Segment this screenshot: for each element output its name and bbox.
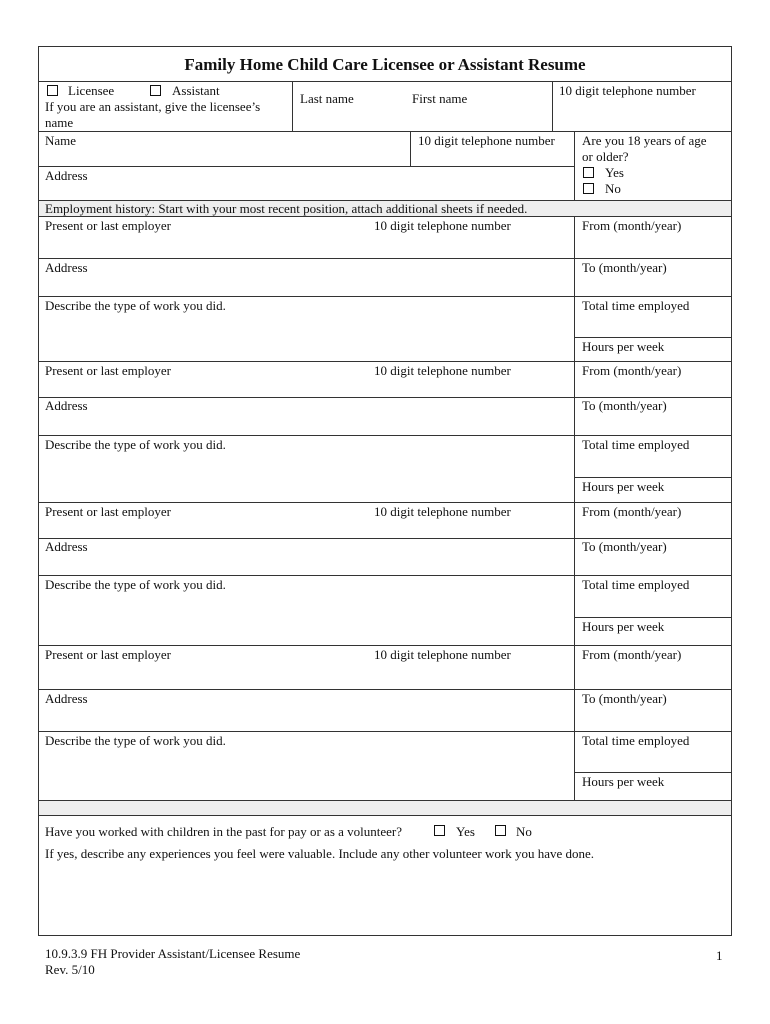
work-description-field[interactable] xyxy=(45,314,570,359)
assistant-note-continued: name xyxy=(45,115,74,130)
age-no-label: No xyxy=(605,181,621,196)
work-description-label: Describe the type of work you did. xyxy=(45,577,226,592)
employer-address-field[interactable] xyxy=(45,276,570,295)
employer-label: Present or last employer xyxy=(45,647,171,662)
from-date-label: From (month/year) xyxy=(582,647,682,662)
total-time-field[interactable] xyxy=(580,314,728,336)
employer-label: Present or last employer xyxy=(45,363,171,378)
children-experience-no-checkbox[interactable] xyxy=(495,825,506,836)
to-date-label: To (month/year) xyxy=(582,398,667,413)
employer-address-label: Address xyxy=(45,539,88,554)
employer-field[interactable] xyxy=(45,520,365,537)
children-experience-question: Have you worked with children in the past for pay or as a volunteer? xyxy=(45,824,403,839)
employer-address-label: Address xyxy=(45,691,88,706)
hours-per-week-label: Hours per week xyxy=(582,619,665,634)
age-no-checkbox[interactable] xyxy=(583,183,594,194)
section-separator-band xyxy=(39,801,731,815)
work-description-field[interactable] xyxy=(45,593,570,643)
from-date-field[interactable] xyxy=(580,234,728,256)
to-date-field[interactable] xyxy=(580,276,728,295)
assistant-checkbox[interactable] xyxy=(150,85,161,96)
from-date-label: From (month/year) xyxy=(582,218,682,233)
employer-label: Present or last employer xyxy=(45,504,171,519)
licensee-label: Licensee xyxy=(68,83,115,98)
employer-address-field[interactable] xyxy=(45,414,570,434)
employer-field[interactable] xyxy=(45,663,365,687)
to-date-field[interactable] xyxy=(580,414,728,434)
employer-telephone-field[interactable] xyxy=(372,379,570,396)
from-date-label: From (month/year) xyxy=(582,504,682,519)
to-date-field[interactable] xyxy=(580,707,728,729)
age-yes-label: Yes xyxy=(605,165,624,180)
work-description-field[interactable] xyxy=(45,749,570,799)
children-experience-yes-checkbox[interactable] xyxy=(434,825,445,836)
form-title: Family Home Child Care Licensee or Assistant Resume xyxy=(184,55,586,74)
licensee-first-name-label: First name xyxy=(412,91,468,106)
total-time-label: Total time employed xyxy=(582,733,690,748)
total-time-field[interactable] xyxy=(580,453,728,475)
employer-telephone-label: 10 digit telephone number xyxy=(374,647,511,662)
total-time-label: Total time employed xyxy=(582,577,690,592)
licensee-last-name-label: Last name xyxy=(300,91,354,106)
employer-telephone-label: 10 digit telephone number xyxy=(374,504,511,519)
age-yes-checkbox[interactable] xyxy=(583,167,594,178)
work-description-label: Describe the type of work you did. xyxy=(45,437,226,452)
licensee-checkbox[interactable] xyxy=(47,85,58,96)
employment-history-heading: Employment history: Start with your most recent position, attach additional sheets if needed. xyxy=(45,201,528,216)
page-number: 1 xyxy=(716,948,723,963)
to-date-label: To (month/year) xyxy=(582,539,667,554)
age-question: Are you 18 years of age xyxy=(582,133,707,148)
employer-telephone-field[interactable] xyxy=(372,520,570,537)
form-id: 10.9.3.9 FH Provider Assistant/Licensee Resume xyxy=(45,946,301,961)
name-field[interactable] xyxy=(45,149,410,166)
employer-address-field[interactable] xyxy=(45,707,570,729)
from-date-label: From (month/year) xyxy=(582,363,682,378)
from-date-field[interactable] xyxy=(580,663,728,687)
assistant-label: Assistant xyxy=(172,83,220,98)
total-time-field[interactable] xyxy=(580,749,728,771)
employer-field[interactable] xyxy=(45,379,365,396)
employer-telephone-field[interactable] xyxy=(372,234,570,256)
children-experience-describe-prompt: If yes, describe any experiences you feel were valuable. Include any other volunteer work you have done. xyxy=(45,846,595,861)
licensee-telephone-field[interactable] xyxy=(556,100,728,130)
licensee-telephone-label: 10 digit telephone number xyxy=(559,83,696,98)
hours-per-week-label: Hours per week xyxy=(582,339,665,354)
employer-address-label: Address xyxy=(45,260,88,275)
employer-field[interactable] xyxy=(45,234,365,256)
to-date-label: To (month/year) xyxy=(582,260,667,275)
age-question-continued: or older? xyxy=(582,149,629,164)
to-date-field[interactable] xyxy=(580,555,728,574)
applicant-telephone-field[interactable] xyxy=(414,149,572,166)
hours-per-week-label: Hours per week xyxy=(582,479,665,494)
work-description-label: Describe the type of work you did. xyxy=(45,733,226,748)
employer-address-field[interactable] xyxy=(45,555,570,574)
total-time-label: Total time employed xyxy=(582,437,690,452)
form-revision: Rev. 5/10 xyxy=(45,962,95,977)
from-date-field[interactable] xyxy=(580,379,728,396)
children-experience-description-field[interactable] xyxy=(45,864,725,932)
licensee-first-name-field[interactable] xyxy=(410,108,550,130)
work-description-field[interactable] xyxy=(45,453,570,500)
employer-telephone-field[interactable] xyxy=(372,663,570,687)
employer-label: Present or last employer xyxy=(45,218,171,233)
employer-telephone-label: 10 digit telephone number xyxy=(374,363,511,378)
total-time-label: Total time employed xyxy=(582,298,690,313)
name-label: Name xyxy=(45,133,77,148)
applicant-address-field[interactable] xyxy=(45,184,570,199)
licensee-last-name-field[interactable] xyxy=(294,108,404,130)
hours-per-week-label: Hours per week xyxy=(582,774,665,789)
applicant-telephone-label: 10 digit telephone number xyxy=(418,133,555,148)
children-experience-yes-label: Yes xyxy=(456,824,475,839)
employer-telephone-label: 10 digit telephone number xyxy=(374,218,511,233)
applicant-address-label: Address xyxy=(45,168,88,183)
children-experience-no-label: No xyxy=(516,824,532,839)
total-time-field[interactable] xyxy=(580,593,728,615)
work-description-label: Describe the type of work you did. xyxy=(45,298,226,313)
assistant-note: If you are an assistant, give the licensee’s xyxy=(45,99,261,114)
to-date-label: To (month/year) xyxy=(582,691,667,706)
from-date-field[interactable] xyxy=(580,520,728,537)
employer-address-label: Address xyxy=(45,398,88,413)
